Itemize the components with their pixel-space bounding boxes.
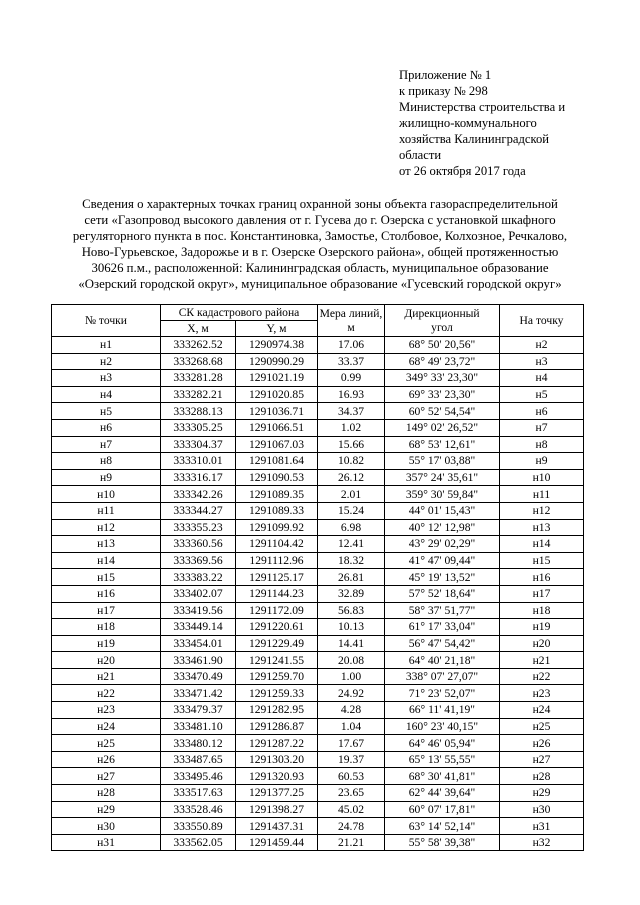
cell-to-point: н8 <box>500 436 584 453</box>
cell-y: 1290974.38 <box>236 337 318 354</box>
appendix-line: области <box>399 148 442 162</box>
cell-y: 1291112.96 <box>236 552 318 569</box>
cell-length: 15.24 <box>318 502 385 519</box>
cell-x: 333282.21 <box>161 386 236 403</box>
cell-to-point: н17 <box>500 585 584 602</box>
cell-angle: 55° 17' 03,88" <box>385 453 500 470</box>
header-length <box>318 305 385 337</box>
cell-y: 1291144.23 <box>236 585 318 602</box>
cell-to-point: н24 <box>500 702 584 719</box>
cell-to-point: н6 <box>500 403 584 420</box>
cell-y: 1291089.33 <box>236 502 318 519</box>
cell-x: 333360.56 <box>161 536 236 553</box>
cell-point: н27 <box>52 768 161 785</box>
cell-angle: 338° 07' 27,07" <box>385 668 500 685</box>
cell-y: 1291021.19 <box>236 370 318 387</box>
cell-length: 32.89 <box>318 585 385 602</box>
cell-angle: 62° 44' 39,64" <box>385 785 500 802</box>
cell-point: н30 <box>52 818 161 835</box>
table-row <box>52 834 584 851</box>
appendix-line: Министерства строительства и <box>399 100 566 114</box>
cell-to-point: н10 <box>500 469 584 486</box>
cell-to-point: н12 <box>500 502 584 519</box>
cell-to-point: н22 <box>500 668 584 685</box>
cell-x: 333402.07 <box>161 585 236 602</box>
cell-angle: 55° 58' 39,38" <box>385 834 500 851</box>
cell-x: 333562.05 <box>161 834 236 851</box>
cell-y: 1291036.71 <box>236 403 318 420</box>
cell-length: 2.01 <box>318 486 385 503</box>
cell-point: н22 <box>52 685 161 702</box>
cell-length: 1.04 <box>318 718 385 735</box>
cell-x: 333479.37 <box>161 702 236 719</box>
cell-length: 4.28 <box>318 702 385 719</box>
cell-point: н6 <box>52 419 161 436</box>
table-row <box>52 652 584 669</box>
cell-y: 1291229.49 <box>236 635 318 652</box>
cell-length: 24.92 <box>318 685 385 702</box>
cell-angle: 64° 40' 21,18" <box>385 652 500 669</box>
cell-angle: 43° 29' 02,29" <box>385 536 500 553</box>
cell-to-point: н14 <box>500 536 584 553</box>
cell-y: 1291398.27 <box>236 801 318 818</box>
cell-x: 333383.22 <box>161 569 236 586</box>
cell-length: 20.08 <box>318 652 385 669</box>
cell-length: 45.02 <box>318 801 385 818</box>
cell-length: 15.66 <box>318 436 385 453</box>
cell-y: 1291089.35 <box>236 486 318 503</box>
cell-to-point: н31 <box>500 818 584 835</box>
cell-point: н23 <box>52 702 161 719</box>
cell-length: 17.06 <box>318 337 385 354</box>
cell-x: 333419.56 <box>161 602 236 619</box>
cell-point: н19 <box>52 635 161 652</box>
header-angle <box>385 305 500 337</box>
cell-to-point: н16 <box>500 569 584 586</box>
cell-angle: 149° 02' 26,52" <box>385 419 500 436</box>
cell-y: 1291020.85 <box>236 386 318 403</box>
cell-x: 333268.68 <box>161 353 236 370</box>
cell-y: 1291099.92 <box>236 519 318 536</box>
table-row <box>52 569 584 586</box>
cell-x: 333369.56 <box>161 552 236 569</box>
header-length-label: Мера линий, <box>319 306 383 320</box>
cell-angle: 58° 37' 51,77" <box>385 602 500 619</box>
cell-to-point: н30 <box>500 801 584 818</box>
cell-to-point: н28 <box>500 768 584 785</box>
cell-length: 60.53 <box>318 768 385 785</box>
table-row <box>52 436 584 453</box>
cell-angle: 68° 30' 41,81" <box>385 768 500 785</box>
table-row <box>52 486 584 503</box>
cell-point: н11 <box>52 502 161 519</box>
cell-angle: 45° 19' 13,52" <box>385 569 500 586</box>
table-row <box>52 585 584 602</box>
table-row <box>52 718 584 735</box>
cell-point: н1 <box>52 337 161 354</box>
cell-angle: 71° 23' 52,07" <box>385 685 500 702</box>
cell-y: 1291067.03 <box>236 436 318 453</box>
cell-y: 1291437.31 <box>236 818 318 835</box>
title-line: «Озерский городской округ», муниципальное образование «Гусевский городской округ» <box>78 277 562 291</box>
cell-point: н26 <box>52 751 161 768</box>
cell-x: 333344.27 <box>161 502 236 519</box>
cell-y: 1291104.42 <box>236 536 318 553</box>
cell-x: 333470.49 <box>161 668 236 685</box>
cell-angle: 357° 24' 35,61" <box>385 469 500 486</box>
table-row <box>52 619 584 636</box>
cell-point: н12 <box>52 519 161 536</box>
cell-to-point: н20 <box>500 635 584 652</box>
cell-angle: 66° 11' 41,19" <box>385 702 500 719</box>
table-row <box>52 801 584 818</box>
appendix-line: хозяйства Калининградской <box>399 132 549 146</box>
cell-length: 1.02 <box>318 419 385 436</box>
cell-x: 333481.10 <box>161 718 236 735</box>
table-row <box>52 502 584 519</box>
title-line: Сведения о характерных точках границ охранной зоны объекта газораспределительной <box>82 197 558 211</box>
table-row <box>52 602 584 619</box>
appendix-line: Приложение № 1 <box>399 68 492 82</box>
table-row <box>52 818 584 835</box>
cell-y: 1291303.20 <box>236 751 318 768</box>
cell-angle: 60° 52' 54,54" <box>385 403 500 420</box>
cell-angle: 64° 46' 05,94" <box>385 735 500 752</box>
cell-angle: 359° 30' 59,84" <box>385 486 500 503</box>
cell-length: 14.41 <box>318 635 385 652</box>
cell-angle: 68° 49' 23,72" <box>385 353 500 370</box>
table-row <box>52 751 584 768</box>
table-row <box>52 735 584 752</box>
cell-point: н13 <box>52 536 161 553</box>
cell-to-point: н27 <box>500 751 584 768</box>
table-row <box>52 370 584 387</box>
cell-length: 6.98 <box>318 519 385 536</box>
cell-to-point: н4 <box>500 370 584 387</box>
title-line: 30626 п.м., расположенной: Калининградская область, муниципальное образование <box>91 261 549 275</box>
cell-length: 0.99 <box>318 370 385 387</box>
table-row <box>52 403 584 420</box>
cell-to-point: н11 <box>500 486 584 503</box>
cell-point: н9 <box>52 469 161 486</box>
table-row <box>52 453 584 470</box>
header-y: Y, м <box>236 321 318 337</box>
cell-y: 1291066.51 <box>236 419 318 436</box>
cell-length: 34.37 <box>318 403 385 420</box>
table-row <box>52 337 584 354</box>
cell-length: 10.82 <box>318 453 385 470</box>
appendix-line: от 26 октября 2017 года <box>399 164 526 178</box>
cell-x: 333471.42 <box>161 685 236 702</box>
cell-to-point: н19 <box>500 619 584 636</box>
cell-length: 18.32 <box>318 552 385 569</box>
cell-x: 333528.46 <box>161 801 236 818</box>
cell-angle: 349° 33' 23,30" <box>385 370 500 387</box>
cell-y: 1291377.25 <box>236 785 318 802</box>
cell-point: н25 <box>52 735 161 752</box>
cell-y: 1291320.93 <box>236 768 318 785</box>
cell-point: н17 <box>52 602 161 619</box>
cell-length: 10.13 <box>318 619 385 636</box>
cell-length: 12.41 <box>318 536 385 553</box>
cell-x: 333461.90 <box>161 652 236 669</box>
coordinates-table <box>51 304 584 851</box>
appendix-line: жилищно-коммунального <box>399 116 537 130</box>
cell-to-point: н26 <box>500 735 584 752</box>
cell-point: н28 <box>52 785 161 802</box>
cell-point: н29 <box>52 801 161 818</box>
cell-angle: 56° 47' 54,42" <box>385 635 500 652</box>
cell-point: н20 <box>52 652 161 669</box>
cell-angle: 44° 01' 15,43" <box>385 502 500 519</box>
table-row <box>52 685 584 702</box>
cell-x: 333480.12 <box>161 735 236 752</box>
cell-x: 333517.63 <box>161 785 236 802</box>
appendix-block <box>399 67 629 179</box>
cell-x: 333316.17 <box>161 469 236 486</box>
cell-y: 1291259.33 <box>236 685 318 702</box>
cell-x: 333262.52 <box>161 337 236 354</box>
table-row <box>52 668 584 685</box>
cell-point: н16 <box>52 585 161 602</box>
cell-length: 23.65 <box>318 785 385 802</box>
table-row <box>52 635 584 652</box>
cell-x: 333355.23 <box>161 519 236 536</box>
cell-y: 1291241.55 <box>236 652 318 669</box>
cell-to-point: н21 <box>500 652 584 669</box>
cell-y: 1291259.70 <box>236 668 318 685</box>
cell-point: н8 <box>52 453 161 470</box>
cell-length: 56.83 <box>318 602 385 619</box>
cell-x: 333281.28 <box>161 370 236 387</box>
cell-to-point: н3 <box>500 353 584 370</box>
cell-angle: 57° 52' 18,64" <box>385 585 500 602</box>
cell-point: н18 <box>52 619 161 636</box>
cell-point: н2 <box>52 353 161 370</box>
cell-to-point: н15 <box>500 552 584 569</box>
cell-y: 1291282.95 <box>236 702 318 719</box>
cell-x: 333305.25 <box>161 419 236 436</box>
cell-angle: 69° 33' 23,30" <box>385 386 500 403</box>
cell-x: 333288.13 <box>161 403 236 420</box>
cell-y: 1291081.64 <box>236 453 318 470</box>
cell-length: 21.21 <box>318 834 385 851</box>
cell-point: н3 <box>52 370 161 387</box>
cell-x: 333304.37 <box>161 436 236 453</box>
cell-y: 1291090.53 <box>236 469 318 486</box>
cell-angle: 68° 50' 20,56" <box>385 337 500 354</box>
cell-x: 333342.26 <box>161 486 236 503</box>
cell-x: 333550.89 <box>161 818 236 835</box>
cell-y: 1291286.87 <box>236 718 318 735</box>
cell-to-point: н2 <box>500 337 584 354</box>
header-length-unit: м <box>347 320 355 334</box>
title-line: регуляторного пункта в пос. Константиновка, Замостье, Столбовое, Колхозное, Речкалово, <box>72 229 568 243</box>
cell-point: н4 <box>52 386 161 403</box>
table-row <box>52 519 584 536</box>
cell-x: 333449.14 <box>161 619 236 636</box>
cell-length: 1.00 <box>318 668 385 685</box>
title-line: сети «Газопровод высокого давления от г. Гусева до г. Озерска с установкой шкафного <box>84 213 556 227</box>
header-angle-label2: угол <box>431 320 453 334</box>
table-row <box>52 768 584 785</box>
cell-to-point: н18 <box>500 602 584 619</box>
cell-to-point: н25 <box>500 718 584 735</box>
cell-angle: 41° 47' 09,44" <box>385 552 500 569</box>
cell-length: 24.78 <box>318 818 385 835</box>
cell-length: 26.12 <box>318 469 385 486</box>
cell-y: 1290990.29 <box>236 353 318 370</box>
cell-angle: 63° 14' 52,14" <box>385 818 500 835</box>
document-title <box>20 196 620 292</box>
appendix-line: к приказу № 298 <box>399 84 488 98</box>
cell-y: 1291172.09 <box>236 602 318 619</box>
cell-point: н15 <box>52 569 161 586</box>
table-row <box>52 469 584 486</box>
cell-point: н21 <box>52 668 161 685</box>
header-angle-label: Дирекционный <box>404 306 480 320</box>
cell-point: н7 <box>52 436 161 453</box>
table-row <box>52 552 584 569</box>
cell-length: 16.93 <box>318 386 385 403</box>
header-point: № точки <box>52 305 161 337</box>
table-row <box>52 785 584 802</box>
cell-point: н5 <box>52 403 161 420</box>
cell-x: 333495.46 <box>161 768 236 785</box>
cell-angle: 160° 23' 40,15" <box>385 718 500 735</box>
cell-to-point: н32 <box>500 834 584 851</box>
cell-x: 333310.01 <box>161 453 236 470</box>
cell-angle: 40° 12' 12,98" <box>385 519 500 536</box>
cell-x: 333487.65 <box>161 751 236 768</box>
cell-angle: 60° 07' 17,81" <box>385 801 500 818</box>
cell-length: 19.37 <box>318 751 385 768</box>
cell-to-point: н13 <box>500 519 584 536</box>
cell-y: 1291125.17 <box>236 569 318 586</box>
cell-to-point: н7 <box>500 419 584 436</box>
cell-to-point: н5 <box>500 386 584 403</box>
cell-y: 1291459.44 <box>236 834 318 851</box>
table-row <box>52 353 584 370</box>
cell-point: н31 <box>52 834 161 851</box>
cell-angle: 68° 53' 12,61" <box>385 436 500 453</box>
table-row <box>52 702 584 719</box>
cell-point: н24 <box>52 718 161 735</box>
header-sk: СК кадастрового района <box>161 305 318 321</box>
cell-y: 1291220.61 <box>236 619 318 636</box>
cell-point: н14 <box>52 552 161 569</box>
title-line: Ново-Гурьевское, Задорожье и в г. Озерске Озерского района», общей протяженностью <box>81 245 559 259</box>
cell-length: 33.37 <box>318 353 385 370</box>
table-row <box>52 419 584 436</box>
cell-angle: 65° 13' 55,55" <box>385 751 500 768</box>
cell-point: н10 <box>52 486 161 503</box>
table-row <box>52 386 584 403</box>
cell-y: 1291287.22 <box>236 735 318 752</box>
header-x: X, м <box>161 321 236 337</box>
cell-to-point: н23 <box>500 685 584 702</box>
cell-x: 333454.01 <box>161 635 236 652</box>
cell-length: 17.67 <box>318 735 385 752</box>
cell-to-point: н29 <box>500 785 584 802</box>
cell-angle: 61° 17' 33,04" <box>385 619 500 636</box>
table-row <box>52 536 584 553</box>
cell-to-point: н9 <box>500 453 584 470</box>
cell-length: 26.81 <box>318 569 385 586</box>
header-to-point: На точку <box>500 305 584 337</box>
